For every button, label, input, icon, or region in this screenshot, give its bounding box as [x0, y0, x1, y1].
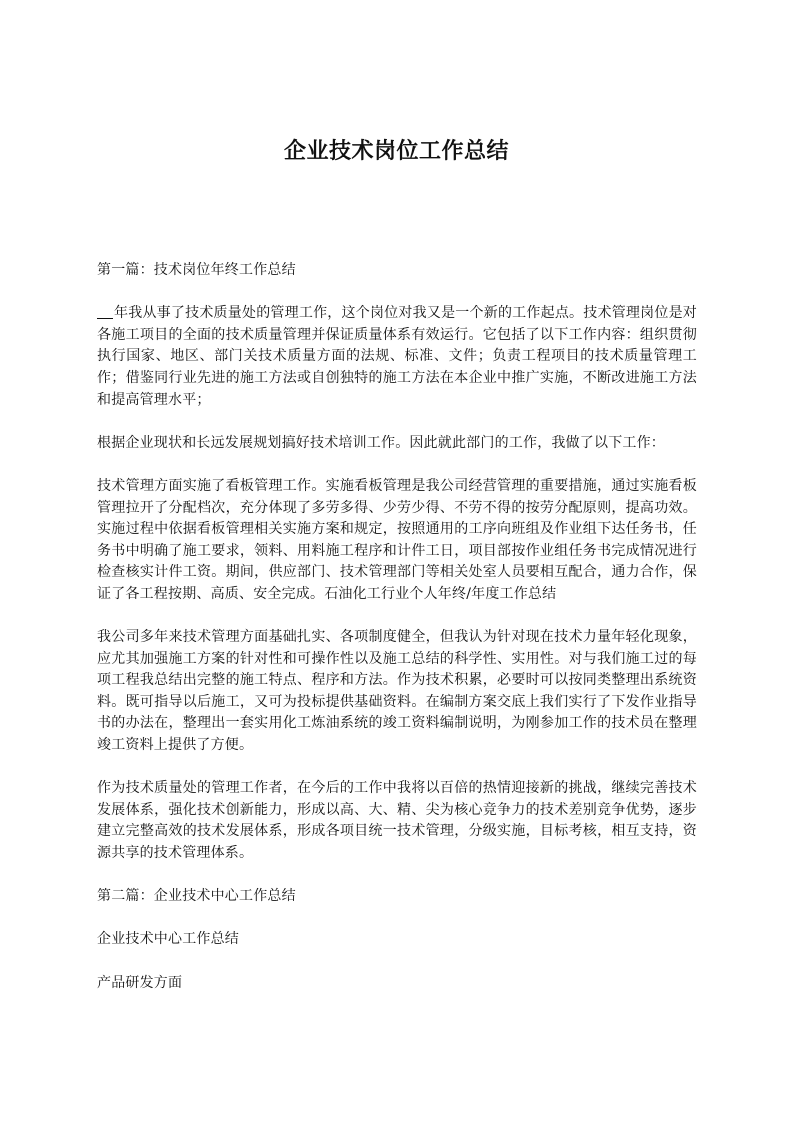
paragraph-kanban: 技术管理方面实施了看板管理工作。实施看板管理是我公司经营管理的重要措施，通过实施看板管理拉开了分配档次，充分体现了多劳多得、少劳少得、不劳不得的按劳分配原则，提高功效。实施过程中依据看板管理相关实施方案和规定，按照通用的工序向班组及作业组下达任务书，任务书中明确了施工要求，领料、用料施工程序和计件工日，项目部按作业组任务书完成情况进行检查核实计件工资。期间，供应部门、技术管理部门等相关处室人员要相互配合，通力合作，保证了各工程按期、高质、安全完成。石油化工行业个人年终/年度工作总结: [97, 477, 697, 602]
paragraph-intro: [97, 303, 697, 411]
section-heading-2: 第二篇：企业技术中心工作总结: [97, 888, 296, 905]
paragraph-intro-text: 年我从事了技术质量处的管理工作，这个岗位对我又是一个新的工作起点。技术管理岗位是对各施工项目的全面的技术质量管理并保证质量体系有效运行。它包括了以下工作内容：组织贯彻执行国家、地区、部门关技术质量方面的法规、标准、文件；负责工程项目的技术质量管理工作；借鉴同行业先进的施工方法或自创独特的施工方法在本企业中推广实施，不断改进施工方法和提高管理水平；: [97, 305, 697, 408]
subheading-tech-center: 企业技术中心工作总结: [97, 931, 239, 948]
document-body: [97, 260, 697, 1016]
year-blank-underline: [97, 304, 113, 319]
section-heading-1: 第一篇：技术岗位年终工作总结: [97, 262, 296, 278]
paragraph-training: 根据企业现状和长远发展规划搞好技术培训工作。因此就此部门的工作，我做了以下工作：: [97, 434, 665, 451]
subheading-product-rd: 产品研发方面: [97, 974, 183, 991]
paragraph-foundation: 我公司多年来技术管理方面基础扎实、各项制度健全，但我认为针对现在技术力量年轻化现象，应尤其加强施工方案的针对性和可操作性以及施工总结的科学性、实用性。对与我们施工过的每项工程我总结出完整的施工特点、程序和方法。作为技术积累，必要时可以按同类整理出系统资料。既可指导以后施工，又可为投标提供基础资料。在编制方案交底上我们实行了下发作业指导书的办法在，整理出一套实用化工炼油系统的竣工资料编制说明，为刚参加工作的技术员在整理竣工资料上提供了方便。: [97, 629, 697, 754]
paragraph-outlook: 作为技术质量处的管理工作者，在今后的工作中我将以百倍的热情迎接新的挑战，继续完善技术发展体系，强化技术创新能力，形成以高、大、精、尖为核心竞争力的技术差别竞争优势，逐步建立完整高效的技术发展体系，形成各项目统一技术管理，分级实施，目标考核，相互支持，资源共享的技术管理体系。: [97, 780, 697, 862]
document-title: 企业技术岗位工作总结: [283, 139, 509, 164]
